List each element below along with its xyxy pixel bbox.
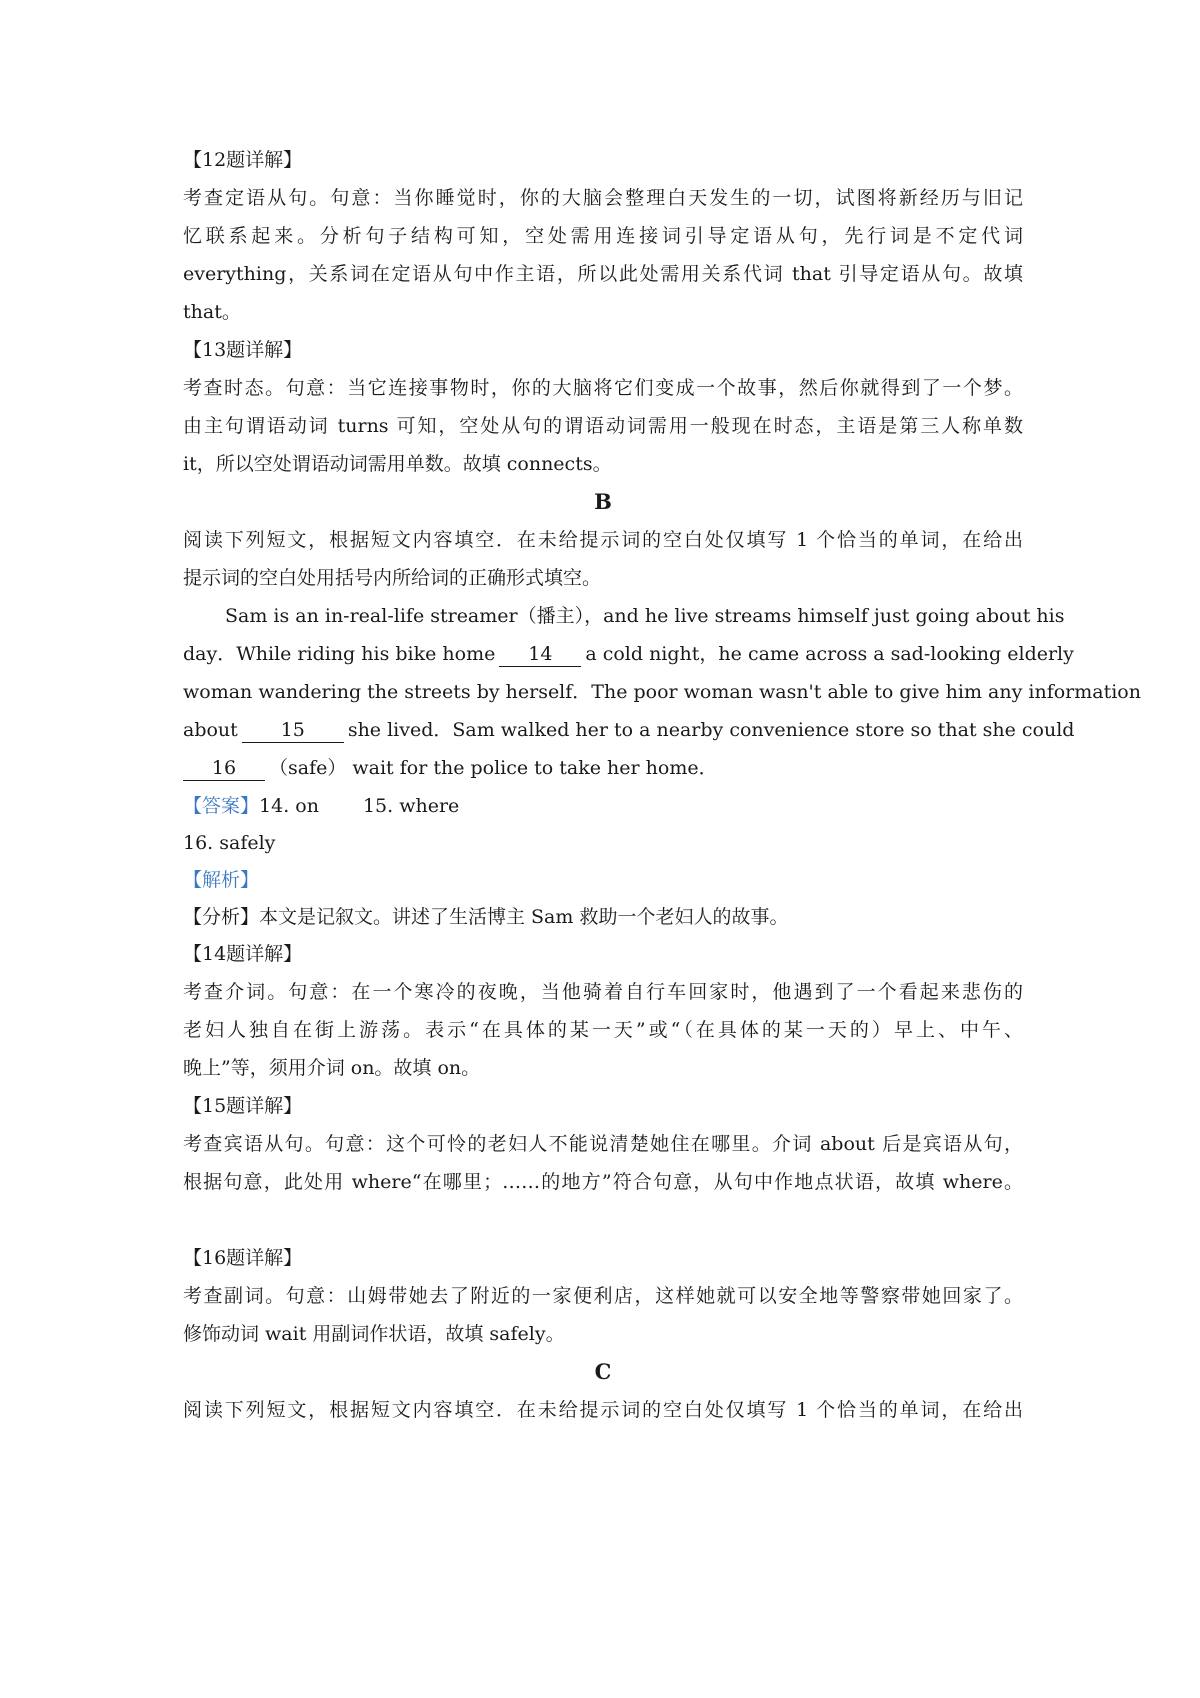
q14-explanation-line: 晚上”等，须用介词 on。故填 on。 bbox=[183, 1057, 481, 1079]
passage-line bbox=[183, 710, 1075, 750]
q13-explanation-line: 由主句谓语动词 turns 可知，空处从句的谓语动词需用一般现在时态，主语是第三人称单数 bbox=[183, 415, 1023, 437]
q12-heading: 【12题详解】 bbox=[183, 149, 303, 171]
q12-explanation-line: everything，关系词在定语从句中作主语，所以此处需用关系代词 that 引导定语从句。故填 bbox=[183, 263, 1023, 285]
q15-heading: 【15题详解】 bbox=[183, 1095, 303, 1117]
answer-14: 14. on bbox=[259, 795, 319, 817]
q13-explanation-line: 考查时态。句意：当它连接事物时，你的大脑将它们变成一个故事，然后你就得到了一个梦。 bbox=[183, 377, 1023, 399]
instructions-line: 阅读下列短文，根据短文内容填空．在未给提示词的空白处仅填写 1 个恰当的单词，在给出 bbox=[183, 529, 1023, 551]
passage-text: （safe） wait for the police to take her home． bbox=[269, 757, 718, 779]
q16-explanation-line: 修饰动词 wait 用副词作状语，故填 safely。 bbox=[183, 1323, 565, 1345]
passage-line: Sam is an in-real-life streamer（播主），and he live streams himself just going about his bbox=[225, 605, 1065, 627]
passage-text: she lived．Sam walked her to a nearby convenience store so that she could bbox=[347, 719, 1075, 741]
q16-explanation-line: 考查副词。句意：山姆带她去了附近的一家便利店，这样她就可以安全地等警察带她回家了。 bbox=[183, 1285, 1023, 1307]
q12-explanation-line: 考查定语从句。句意：当你睡觉时，你的大脑会整理白天发生的一切，试图将新经历与旧记 bbox=[183, 187, 1023, 209]
blank-16: 16 bbox=[183, 756, 265, 781]
instructions-line: 提示词的空白处用括号内所给词的正确形式填空。 bbox=[183, 567, 602, 589]
passage-text: a cold night，he came across a sad-looking elderly bbox=[585, 643, 1074, 665]
q16-heading: 【16题详解】 bbox=[183, 1247, 303, 1269]
answer-16: 16. safely bbox=[183, 832, 276, 854]
section-b-title: B bbox=[594, 489, 612, 514]
analysis-label: 【解析】 bbox=[183, 869, 260, 891]
q14-heading: 【14题详解】 bbox=[183, 943, 303, 965]
q15-explanation-line: 根据句意，此处用 where“在哪里；……的地方”符合句意，从句中作地点状语，故填 where。 bbox=[183, 1171, 1023, 1193]
instructions-line: 阅读下列短文，根据短文内容填空．在未给提示词的空白处仅填写 1 个恰当的单词，在给出 bbox=[183, 1399, 1023, 1421]
q12-explanation-line: that。 bbox=[183, 301, 241, 323]
blank-15: 15 bbox=[242, 718, 344, 743]
answer-label: 【答案】 bbox=[183, 795, 260, 817]
passage-line bbox=[183, 748, 1023, 788]
q14-explanation-line: 考查介词。句意：在一个寒冷的夜晚，当他骑着自行车回家时，他遇到了一个看起来悲伤的 bbox=[183, 981, 1023, 1003]
passage-text: about bbox=[183, 719, 238, 741]
answer-15: 15. where bbox=[362, 795, 460, 817]
q13-heading: 【13题详解】 bbox=[183, 339, 303, 361]
section-c-title: C bbox=[594, 1359, 612, 1384]
q12-explanation-line: 忆联系起来。分析句子结构可知，空处需用连接词引导定语从句，先行词是不定代词 bbox=[183, 225, 1023, 247]
passage-line: woman wandering the streets by herself．The poor woman wasn't able to give him any information bbox=[183, 681, 1141, 703]
analysis-summary: 【分析】本文是记叙文。讲述了生活博主 Sam 救助一个老妇人的故事。 bbox=[183, 906, 789, 928]
q14-explanation-line: 老妇人独自在街上游荡。表示“在具体的某一天”或“（在具体的某一天的）早上、中午、 bbox=[183, 1019, 1023, 1041]
passage-line bbox=[183, 634, 1074, 674]
passage-text: day．While riding his bike home bbox=[183, 643, 496, 665]
blank-14: 14 bbox=[499, 642, 581, 667]
q13-explanation-line: it，所以空处谓语动词需用单数。故填 connects。 bbox=[183, 453, 612, 475]
q15-explanation-line: 考查宾语从句。句意：这个可怜的老妇人不能说清楚她住在哪里。介词 about 后是宾语从句， bbox=[183, 1133, 1023, 1155]
answer-line bbox=[183, 786, 1023, 826]
